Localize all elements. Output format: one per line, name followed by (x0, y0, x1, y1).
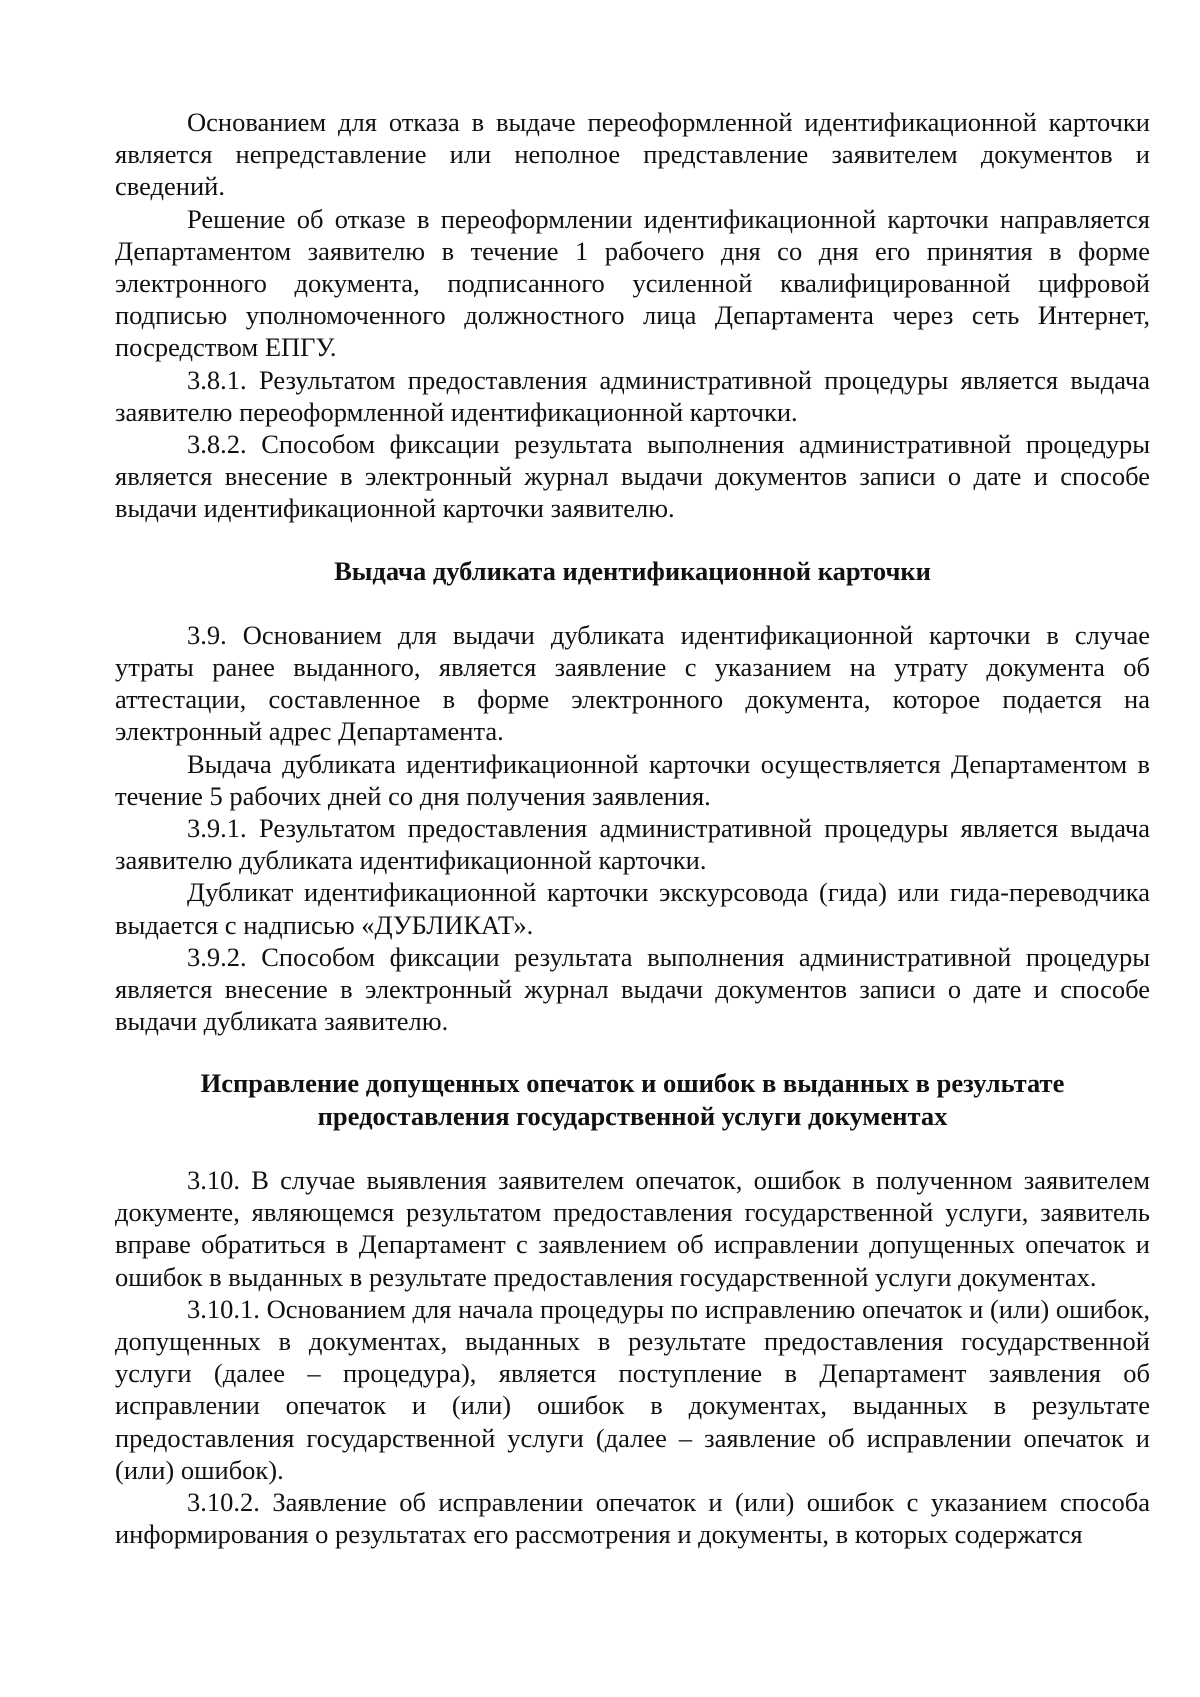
paragraph-3-8-2: 3.8.2. Способом фиксации результата выполнения административной процедуры является внесение в электронный журнал выдачи документов записи о дате и способе выдачи идентификационной карточки заявителю. (115, 429, 1150, 524)
paragraph-duplicate-term: Выдача дубликата идентификационной карточки осуществляется Департаментом в течение 5 рабочих дней со дня получения заявления. (115, 748, 1150, 811)
spacer (115, 587, 1150, 619)
spacer (115, 525, 1150, 555)
heading-duplicate-issue: Выдача дубликата идентификационной карточки (334, 555, 931, 586)
paragraph-3-9-2: 3.9.2. Способом фиксации результата выполнения административной процедуры является внесение в электронный журнал выдачи документов записи о дате и способе выдачи дубликата заявителю. (115, 941, 1150, 1037)
spacer (115, 1132, 1150, 1164)
paragraph-3-8-1: 3.8.1. Результатом предоставления административной процедуры является выдача заявителю переоформленной идентификационной карточки. (115, 364, 1150, 427)
paragraph-3-10-1: 3.10.1. Основанием для начала процедуры по исправлению опечаток и (или) ошибок, допущенных в документах, выданных в результате предоставления государственной услуги (далее – процедура), является поступление в Департамент заявления об исправлении опечаток и (или) ошибок в документах, выданных в результате предоставления государственной услуги (далее – заявление об исправлении опечаток и (или) ошибок). (115, 1293, 1150, 1485)
paragraph-duplicate-mark: Дубликат идентификационной карточки экскурсовода (гида) или гида-переводчика выдается с надписью «ДУБЛИКАТ». (115, 877, 1150, 940)
paragraph-3-10-2: 3.10.2. Заявление об исправлении опечаток и (или) ошибок с указанием способа информирования о результатах его рассмотрения и документы, в которых содержатся (115, 1486, 1150, 1550)
document-page (115, 106, 1150, 1550)
spacer (115, 1037, 1150, 1067)
paragraph-3-9: 3.9. Основанием для выдачи дубликата идентификационной карточки в случае утраты ранее выданного, является заявление с указанием на утрату документа об аттестации, составленное в форме электронного документа, которое подается на электронный адрес Департамента. (115, 619, 1150, 747)
heading-corrections (115, 1067, 1150, 1131)
paragraph-refusal-decision: Решение об отказе в переоформлении идентификационной карточки направляется Департаментом заявителю в течение 1 рабочего дня со дня его принятия в форме электронного документа, подписанного усиленной квалифицированной цифровой подписью уполномоченного должностного лица Департамента через сеть Интернет, посредством ЕПГУ. (115, 203, 1150, 363)
paragraph-3-10: 3.10. В случае выявления заявителем опечаток, ошибок в полученном заявителем документе, являющемся результатом предоставления государственной услуги, заявитель вправе обратиться в Департамент с заявлением об исправлении допущенных опечаток и ошибок в выданных в результате предоставления государственной услуги документах. (115, 1164, 1150, 1292)
paragraph-3-9-1: 3.9.1. Результатом предоставления административной процедуры является выдача заявителю дубликата идентификационной карточки. (115, 813, 1150, 876)
heading-corrections-line-2: предоставления государственной услуги документах (317, 1100, 948, 1131)
paragraph-refusal-grounds: Основанием для отказа в выдаче переоформленной идентификационной карточки является непредставление или неполное представление заявителем документов и сведений. (115, 107, 1150, 202)
heading-corrections-line-1: Исправление допущенных опечаток и ошибок в выданных в результате (200, 1068, 1065, 1099)
